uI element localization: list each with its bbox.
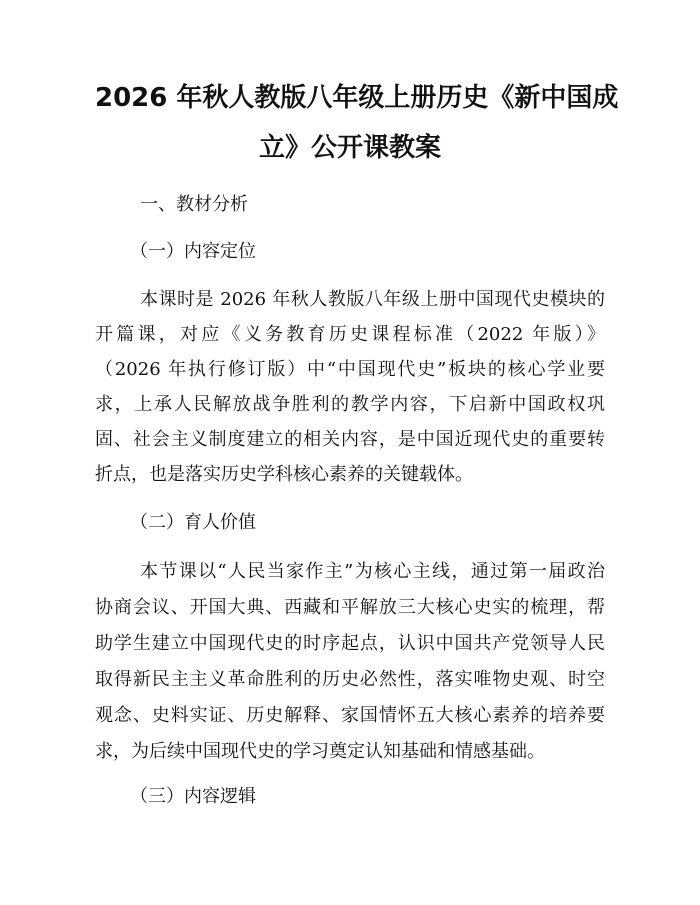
paragraph-line: 取得新民主主义革命胜利的历史必然性，落实唯物史观、时空 (95, 669, 605, 690)
paragraph-line: 观念、史料实证、历史解释、家国情怀五大核心素养的培养要 (95, 705, 605, 726)
paragraph-line: 本课时是 2026 年秋人教版八年级上册中国现代史模块的 (140, 289, 605, 310)
paragraph-line: 协商会议、开国大典、西藏和平解放三大核心史实的梳理，帮 (95, 597, 605, 618)
paragraph-line: 开篇课，对应《义务教育历史课程标准（2022 年版）》 (95, 324, 605, 345)
paragraph-line: 本节课以“人民当家作主”为核心主线，通过第一届政治 (140, 561, 605, 582)
section-heading-teaching-material-analysis: 一、教材分析 (140, 194, 248, 215)
document-title-line-2: 立》公开课教案 (258, 133, 441, 163)
subsection-heading-content-positioning: （一）内容定位 (130, 241, 256, 262)
subsection-heading-content-logic: （三）内容逻辑 (130, 786, 256, 807)
paragraph-line: （2026 年执行修订版）中“中国现代史”板块的核心学业要 (95, 359, 605, 380)
paragraph-line: 求，为后续中国现代史的学习奠定认知基础和情感基础。 (95, 741, 545, 762)
subsection-heading-educational-value: （二）育人价值 (130, 512, 256, 533)
paragraph-line: 固、社会主义制度建立的相关内容，是中国近现代史的重要转 (95, 429, 605, 450)
document-title-line-1: 2026 年秋人教版八年级上册历史《新中国成 (95, 83, 619, 113)
paragraph-line: 助学生建立中国现代史的时序起点，认识中国共产党领导人民 (95, 633, 605, 654)
paragraph-line: 折点，也是落实历史学科核心素养的关键载体。 (95, 464, 473, 485)
paragraph-line: 求，上承人民解放战争胜利的教学内容，下启新中国政权巩 (95, 394, 605, 415)
